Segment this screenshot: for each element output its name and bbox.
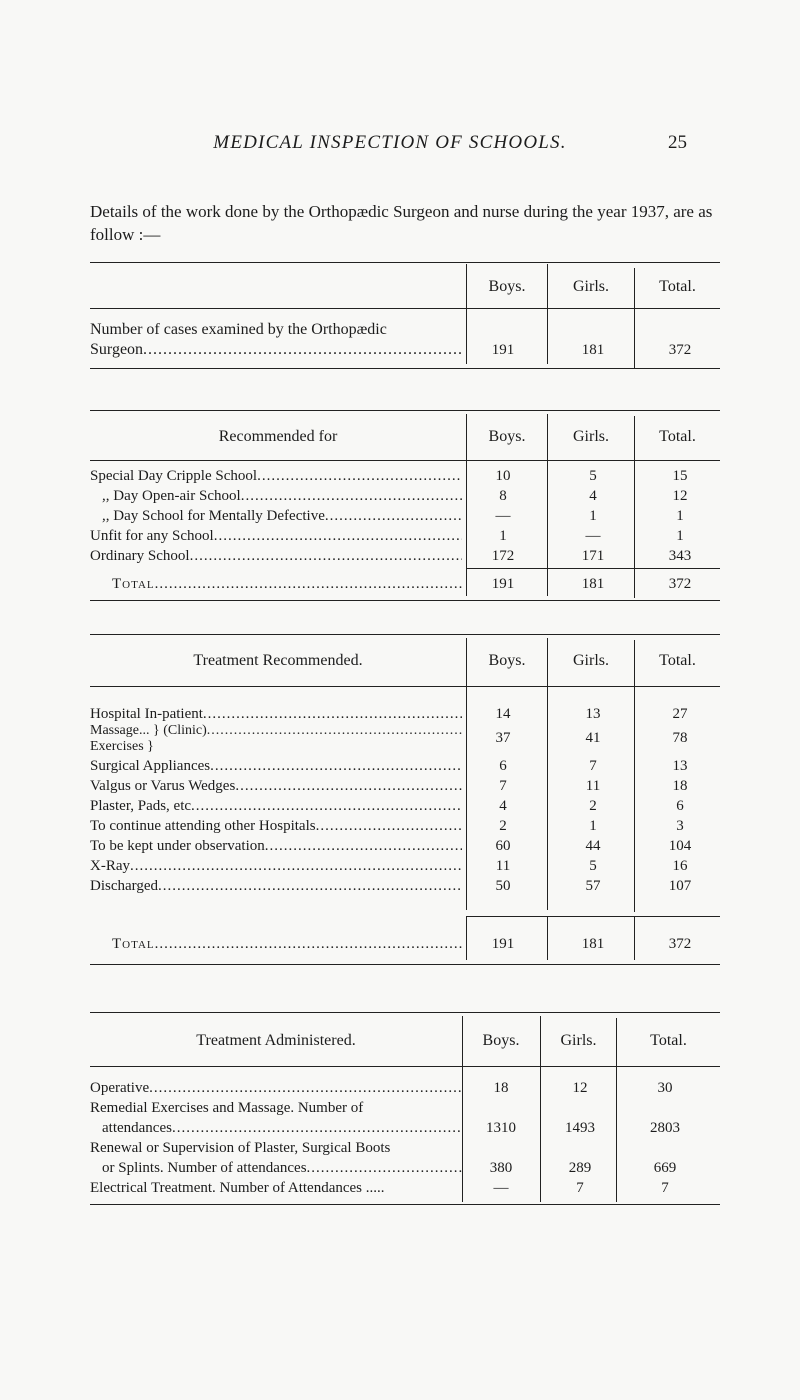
table-row [90,546,720,566]
cell-boys: 10 [495,468,511,484]
cell-boys: 50 [495,878,511,894]
cell-girls: 1493 [565,1120,595,1136]
col-boys-header: Boys. [488,652,526,669]
cell-girls: 5 [589,468,597,484]
row-label: To be kept under observation ..... [90,836,462,856]
row-label: ,, Day School for Mentally Defective ..... [90,506,462,526]
row-label: ,, Day Open-air School ..... [90,486,462,506]
cell-boys: 191 [491,936,515,952]
cell-boys: 380 [489,1160,513,1176]
cell-total: 18 [672,778,688,794]
col-total-header: Total. [650,1032,687,1049]
cell-total: 78 [672,730,688,746]
cell-boys: 172 [491,548,515,564]
page-header [0,132,800,156]
cell-girls: 7 [576,1180,584,1196]
cell-boys: 1310 [486,1120,516,1136]
running-title: MEDICAL INSPECTION OF SCHOOLS. [213,132,567,153]
col-total-header: Total. [659,652,696,669]
treatment-administered-table [90,1012,720,1172]
col-girls-header: Girls. [573,652,609,669]
cell-total: 372 [668,342,692,358]
table-row [90,776,720,796]
table-row [90,836,720,856]
total-label: Total [112,936,155,952]
row-label-continued: Exercises } [90,739,154,754]
cell-boys: 2 [499,818,507,834]
recommended-for-table [90,410,720,600]
row-label: Massage... } (Clinic) ..... [90,722,462,740]
table-row [90,816,720,836]
section-heading: Treatment Administered. [196,1032,356,1049]
cell-boys: 11 [495,858,511,874]
cell-girls: 12 [572,1080,588,1096]
cell-girls: 11 [585,778,601,794]
row-label: Remedial Exercises and Massage. Number of [90,1100,364,1116]
cell-boys: 4 [499,798,507,814]
cell-total: 30 [657,1080,673,1096]
cases-examined-table [90,262,720,370]
cell-boys: 7 [499,778,507,794]
cell-total: 104 [668,838,692,854]
cell-total: 343 [668,548,692,564]
col-boys-header: Boys. [482,1032,520,1049]
cell-girls: 57 [585,878,601,894]
cell-girls: 181 [581,576,605,592]
cell-total: 12 [672,488,688,504]
cell-total: 16 [672,858,688,874]
col-boys-header: Boys. [488,278,526,295]
total-row [90,574,720,594]
row-label: Plaster, Pads, etc ..... [90,796,462,816]
table-row [90,1178,720,1198]
cell-boys: 8 [499,488,507,504]
table-row [90,856,720,876]
row-label: Surgeon ..... [90,340,462,360]
cell-total: 107 [668,878,692,894]
table-row [90,1078,720,1098]
cell-girls: — [585,528,601,544]
col-total-header: Total. [659,428,696,445]
cell-girls: 181 [581,936,605,952]
cell-girls: 289 [568,1160,592,1176]
cell-girls: 13 [585,706,601,722]
table-row [90,466,720,486]
cell-total: 372 [668,936,692,952]
col-total-header: Total. [659,278,696,295]
treatment-recommended-table [90,634,720,916]
row-label: Operative ..... [90,1078,462,1098]
row-label: Unfit for any School ..... [90,526,462,546]
cell-girls: 44 [585,838,601,854]
row-label: Discharged ..... [90,876,462,896]
row-label: Number of cases examined by the Orthopædic [90,321,387,338]
cell-girls: 1 [589,818,597,834]
table-row [90,526,720,546]
table-row [90,1098,720,1118]
row-label: Electrical Treatment. Number of Attendances ..... [90,1180,385,1196]
table-row [90,756,720,776]
cell-girls: 4 [589,488,597,504]
table-row [90,1158,720,1178]
row-label: Hospital In-patient ..... [90,704,462,724]
col-girls-header: Girls. [560,1032,597,1049]
row-label: To continue attending other Hospitals ..... [90,816,462,836]
cell-girls: 41 [585,730,601,746]
cell-girls: 181 [581,342,605,358]
col-girls-header: Girls. [573,278,609,295]
row-label: Valgus or Varus Wedges ..... [90,776,462,796]
cell-boys: — [495,508,511,524]
row-label: Special Day Cripple School ..... [90,466,462,486]
table-row [90,486,720,506]
cell-boys: 191 [491,576,515,592]
cell-total: 1 [676,528,684,544]
table-row [90,506,720,526]
cell-total: 1 [676,508,684,524]
cell-total: 7 [661,1180,669,1196]
table-row [90,796,720,816]
cell-girls: 5 [589,858,597,874]
cell-total: 3 [676,818,684,834]
cell-boys: 1 [499,528,507,544]
cell-girls: 1 [589,508,597,524]
row-label-continued: attendances ..... [90,1118,462,1138]
treatment-recommended-total [90,916,720,966]
cell-total: 372 [668,576,692,592]
treatment-administered-table-cont [90,1158,720,1218]
cell-boys: 191 [491,342,515,358]
section-heading: Treatment Recommended. [193,652,363,669]
table-row [90,340,720,360]
cell-boys: 6 [499,758,507,774]
row-label: Renewal or Supervision of Plaster, Surgical Boots [90,1140,391,1156]
cell-girls: 2 [589,798,597,814]
row-label: Surgical Appliances ..... [90,756,462,776]
cell-boys: 14 [495,706,511,722]
cell-total: 6 [676,798,684,814]
cell-girls: 171 [581,548,605,564]
cell-boys: 37 [495,730,511,746]
table-row [90,876,720,896]
table-row [90,704,720,724]
table-row [90,320,720,340]
section-heading: Recommended for [218,428,338,445]
cell-total: 27 [672,706,688,722]
cell-boys: 60 [495,838,511,854]
total-label: Total [112,576,155,592]
table-row [90,1138,720,1158]
row-label: X-Ray ..... [90,856,462,876]
cell-total: 13 [672,758,688,774]
row-label: Ordinary School ..... [90,546,462,566]
cell-total: 15 [672,468,688,484]
cell-total: 669 [653,1160,677,1176]
page-number: 25 [668,132,687,153]
col-boys-header: Boys. [488,428,526,445]
cell-boys: 18 [493,1080,509,1096]
cell-boys: — [493,1180,509,1196]
row-label-continued: or Splints. Number of attendances ..... [90,1158,462,1178]
col-girls-header: Girls. [573,428,609,445]
total-row [90,934,720,954]
cell-total: 2803 [650,1120,680,1136]
cell-girls: 7 [589,758,597,774]
table-row [90,1118,720,1138]
intro-paragraph: Details of the work done by the Orthopædic Surgeon and nurse during the year 1937, are as follow :— [90,202,713,244]
